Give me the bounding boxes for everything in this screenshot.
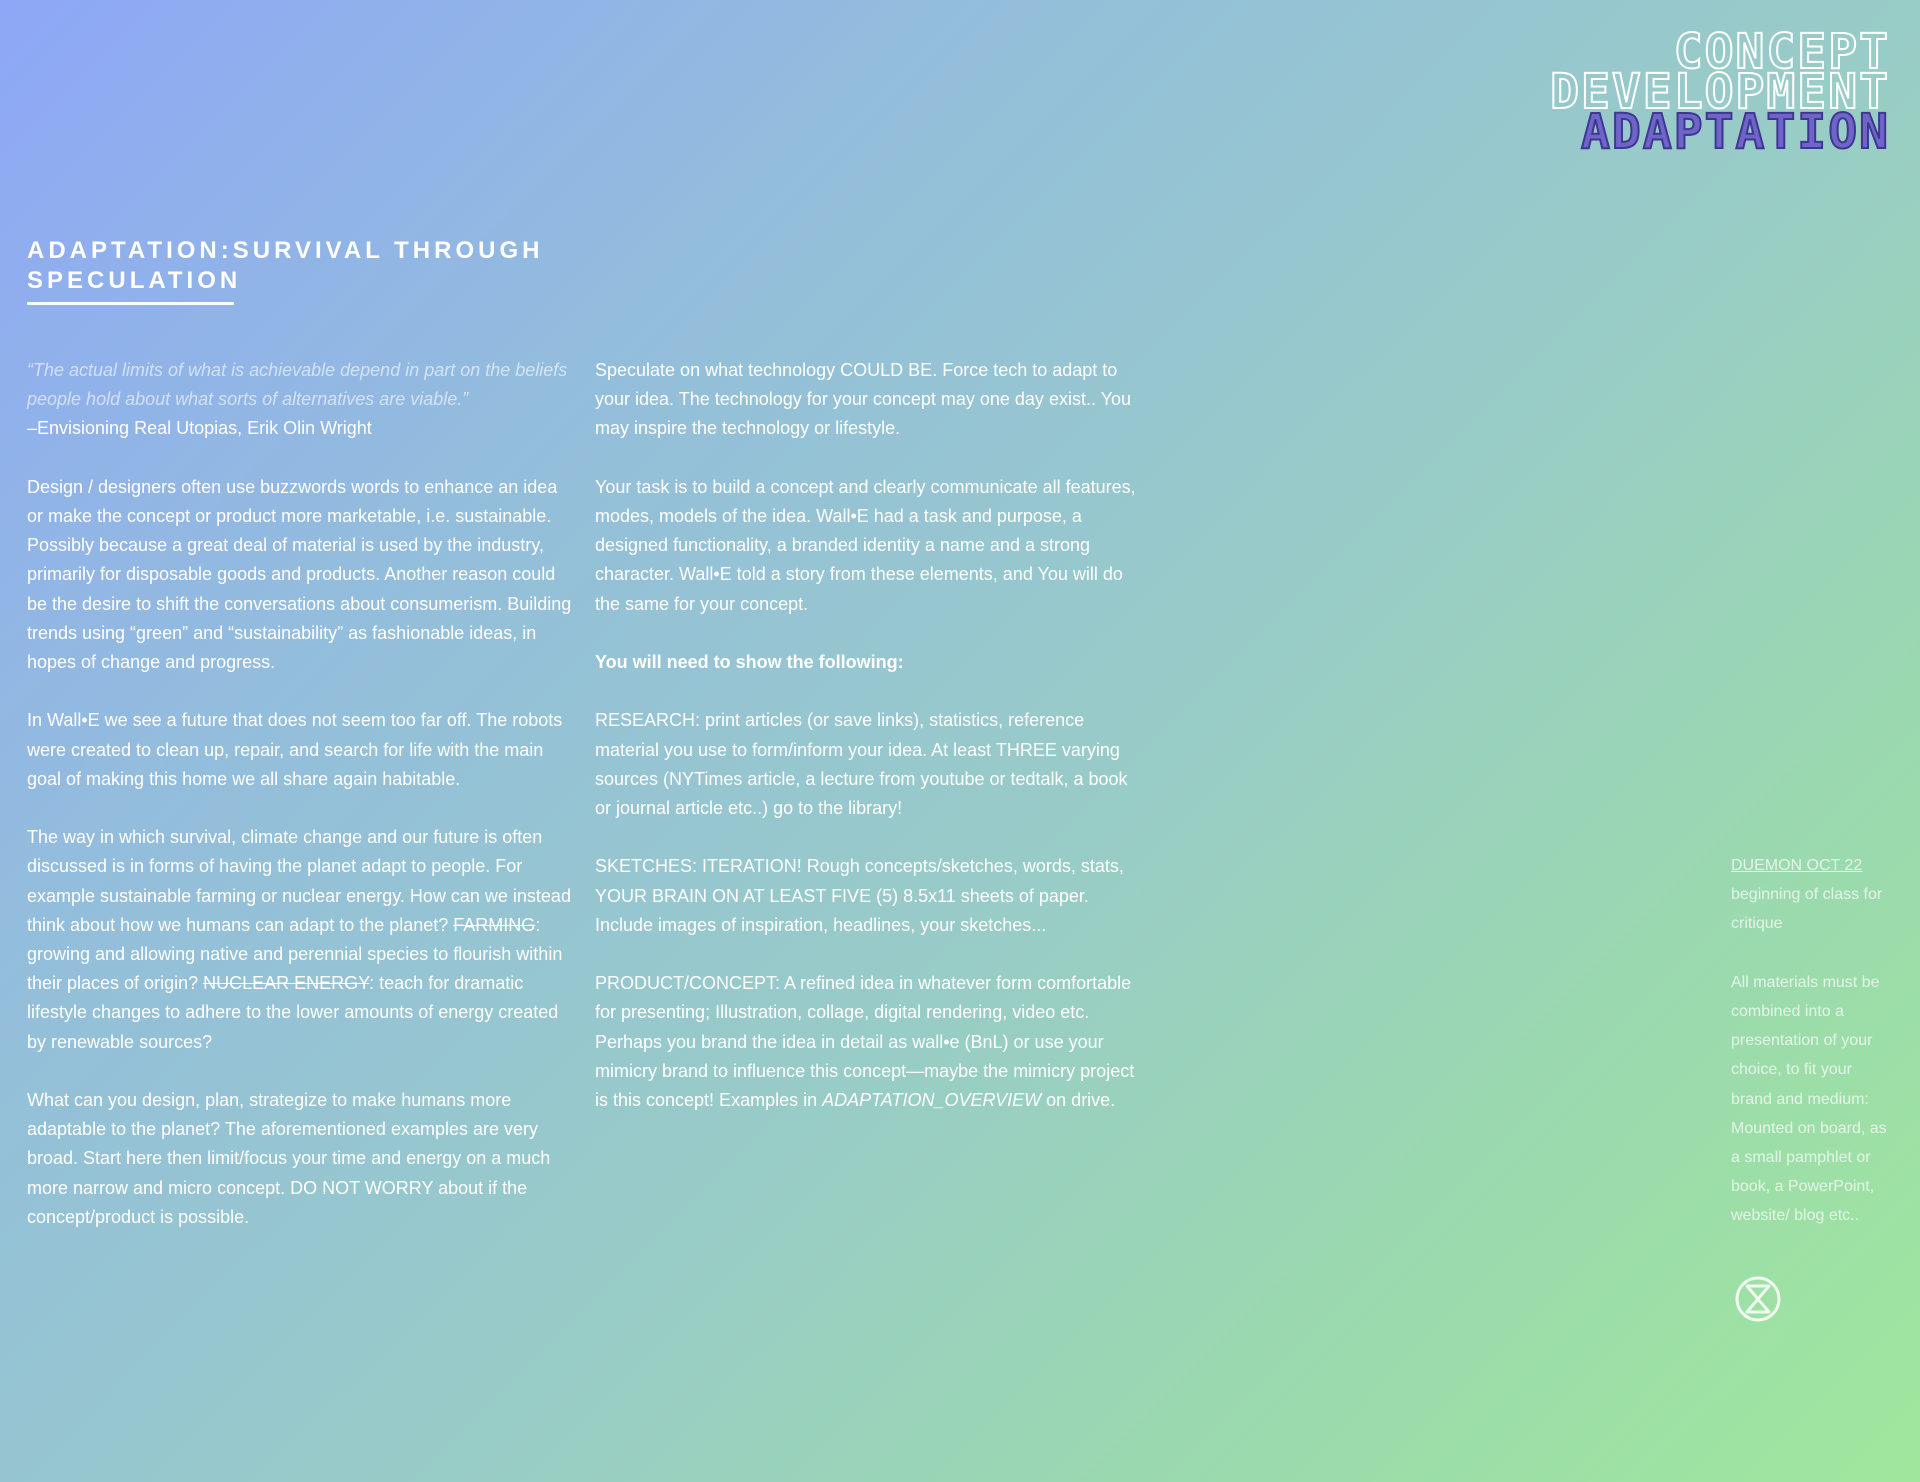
header-development: DEVELOPMENT	[1550, 64, 1890, 120]
paragraph-design-plan: What can you design, plan, strategize to make humans more adaptable to the planet? The aforementioned examples are very broad. Start here then limit/focus your time and energy on a much more narrow and micro concept. DO NOT WORRY about if the concept/product is possible.	[27, 1090, 551, 1227]
materials-note: All materials must be combined into a presentation of your choice, to fit your brand and medium: Mounted on board, as a small pamphlet or book, a PowerPoint, website/ blog etc..	[1731, 973, 1887, 1225]
product-text-end: on drive.	[1041, 1090, 1116, 1110]
requirement-sketches: SKETCHES: ITERATION! Rough concepts/sketches, words, stats, YOUR BRAIN ON AT LEAST FIVE (5) 8.5x11 sheets of paper. Include images of inspiration, headlines, your sketches...	[595, 856, 1124, 935]
quote-source: –Envisioning Real Utopias, Erik Olin Wright	[27, 418, 372, 439]
page-header-stack	[1550, 24, 1890, 160]
survival-text-mid: : growing and allowing native and perennial species to flourish within their places of origin?	[27, 914, 563, 994]
section-title-line1: ADAPTATION:SURVIVAL THROUGH	[27, 237, 544, 264]
survival-text-end: : teach for dramatic lifestyle changes to adhere to the lower amounts of energy created by renewable sources?	[27, 973, 559, 1052]
paragraph-buzzwords: Design / designers often use buzzwords words to enhance an idea or make the concept or product more marketable, i.e. sustainable. Possibly because a great deal of material is used by the industry, primarily for disposable goods and products. Another reason could be the desire to shift the conversations about consumerism. Building trends using “green” and “sustainability” as fashionable ideas, in hopes of change and progress.	[27, 476, 572, 673]
left-column	[27, 356, 572, 1261]
paragraph-speculate: Speculate on what technology COULD BE. Force tech to adapt to your idea. The technology for your concept may one day exist.. You may inspire the technology or lifestyle.	[595, 360, 1132, 439]
paragraph-survival	[27, 823, 572, 1057]
product-text-start: PRODUCT/CONCEPT: A refined idea in whatever form comfortable for presenting; Illustration, collage, digital rendering, video etc. Perhaps you brand the idea in detail as wall•e (BnL) or use your mimicry brand to influence this concept—maybe the mimicry project is this concept! Examples in	[595, 973, 1135, 1110]
due-date-link[interactable]: DUEMON OCT 22	[1731, 857, 1863, 874]
title-underline	[27, 302, 234, 305]
section-title	[27, 236, 587, 296]
extinction-symbol-icon	[1733, 1274, 1783, 1324]
header-concept: CONCEPT	[1673, 24, 1890, 80]
header-adaptation: ADAPTATION	[1581, 104, 1890, 160]
quote-text: “The actual limits of what is achievable depend in part on the beliefs people hold about what sorts of alternatives are viable.”	[27, 360, 568, 410]
due-detail: beginning of class for critique	[1731, 886, 1883, 933]
due-block	[1731, 851, 1891, 939]
right-column	[1731, 851, 1891, 1260]
strike-nuclear-energy: NUCLEAR ENERGY	[203, 973, 370, 994]
middle-column	[595, 356, 1140, 1144]
product-overview-reference: ADAPTATION_OVERVIEW	[822, 1090, 1042, 1110]
strike-farming: FARMING	[453, 914, 536, 935]
paragraph-walle: In Wall•E we see a future that does not seem too far off. The robots were created to clean up, repair, and search for life with the main goal of making this home we all share again habitable.	[27, 710, 563, 789]
requirement-research: RESEARCH: print articles (or save links), statistics, reference material you use to form/inform your idea. At least THREE varying sources (NYTimes article, a lecture from youtube or tedtalk, a book or journal article etc..) go to the library!	[595, 710, 1128, 818]
paragraph-task: Your task is to build a concept and clearly communicate all features, modes, models of the idea. Wall•E had a task and purpose, a designed functionality, a branded identity a name and a strong character. Wall•E told a story from these elements, and You will do the same for your concept.	[595, 476, 1136, 614]
survival-text-start: The way in which survival, climate change and our future is often discussed is in forms of having the planet adapt to people. For example sustainable farming or nuclear energy. How can we instead think about how we humans can adapt to the planet?	[27, 827, 571, 935]
section-title-line2: SPECULATION	[27, 267, 242, 294]
quote-block	[27, 356, 572, 444]
requirements-heading: You will need to show the following:	[595, 652, 904, 672]
requirement-product	[595, 969, 1140, 1115]
